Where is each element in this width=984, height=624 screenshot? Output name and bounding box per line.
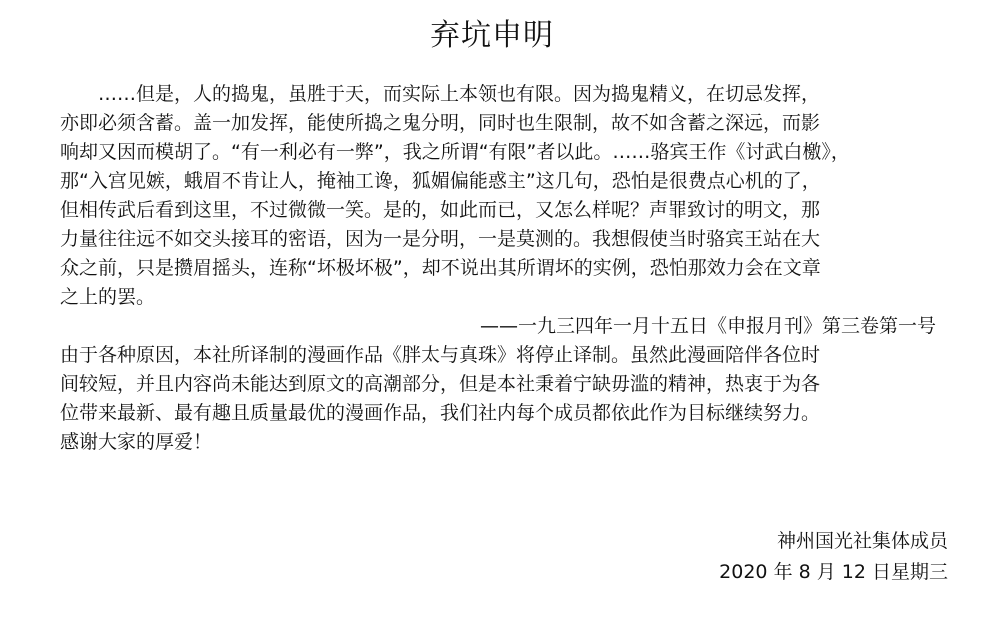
quote-line: 亦即必须含蓄。盖一加发挥，能使所捣之鬼分明，同时也生限制，故不如含蓄之深远，而影 [60, 112, 821, 134]
notice-line: 由于各种原因，本社所译制的漫画作品《胖太与真珠》将停止译制。虽然此漫画陪伴各位时 [60, 344, 821, 366]
quote-line: 之上的罢。 [60, 286, 156, 308]
quote-line: 那“入宫见嫉，蛾眉不肯让人，掩袖工谗，狐媚偏能惑主”这几句，恐怕是很费点心机的了， [60, 170, 821, 192]
quote-line: 响却又因而模胡了。“有一利必有一弊”，我之所谓“有限”者以此。……骆宾王作《讨武白檄》， [60, 141, 850, 163]
document-body [60, 80, 936, 457]
quote-paragraph [60, 80, 936, 312]
notice-line: 位带来最新、最有趣且质量最优的漫画作品，我们社内每个成员都依此作为目标继续努力。 [60, 402, 821, 424]
quote-line: 但相传武后看到这里，不过微微一笑。是的，如此而已，又怎么样呢？声罪致讨的明文，那 [60, 199, 821, 221]
signature: 神州国光社集体成员 [776, 530, 948, 552]
quote-line: 力量往往远不如交头接耳的密语，因为一是分明，一是莫测的。我想假使当时骆宾王站在大 [60, 228, 821, 250]
quote-line: ……但是，人的捣鬼，虽胜于天，而实际上本领也有限。因为捣鬼精义，在切忌发挥， [98, 83, 821, 105]
signature-block [719, 526, 948, 588]
date: 2020 年 8 月 12 日星期三 [719, 561, 948, 583]
quote-line: 众之前，只是攒眉摇头，连称“坏极坏极”，却不说出其所谓坏的实例，恐怕那效力会在文章 [60, 257, 821, 279]
quote-attribution: ——一九三四年一月十五日《申报月刊》第三卷第一号 [479, 315, 936, 337]
notice-line: 感谢大家的厚爱！ [60, 431, 213, 453]
notice-line: 间较短，并且内容尚未能达到原文的高潮部分，但是本社秉着宁缺毋滥的精神，热衷于为各 [60, 373, 821, 395]
document-title: 弃坑申明 [430, 18, 554, 53]
notice-paragraph [60, 341, 936, 457]
